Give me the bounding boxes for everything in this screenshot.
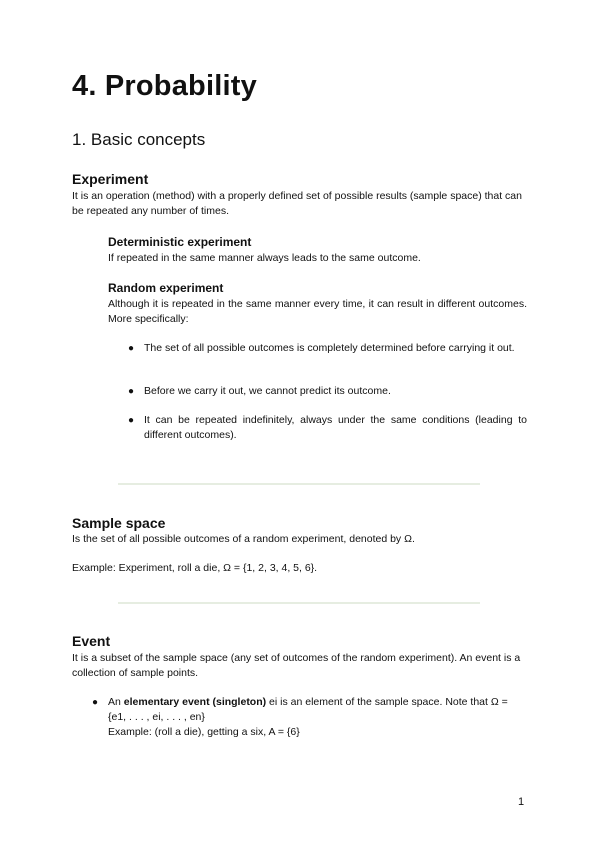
sample-space-definition: Is the set of all possible outcomes of a random experiment, denoted by Ω. [72,533,415,545]
event-bullet [108,695,528,725]
event-bullet-rest: ei is an element of the sample space. Note that Ω = {e1, . . . , ei, . . . , en} [108,696,508,723]
event-bullet-bold: elementary event (singleton) [123,696,267,708]
deterministic-text: If repeated in the same manner always leads to the same outcome. [108,252,421,264]
event-bullet-prefix: An [108,696,124,708]
sample-space-example: Example: Experiment, roll a die, Ω = {1, 2, 3, 4, 5, 6}. [72,562,318,574]
divider [118,602,480,604]
deterministic-heading: Deterministic experiment [108,235,252,249]
random-heading: Random experiment [108,281,224,295]
experiment-definition: It is an operation (method) with a properly defined set of possible results (sample space) that can be repeated any number of times. [72,190,522,217]
bullet-glyph: ● [128,343,135,354]
section-heading: 1. Basic concepts [72,130,206,149]
bullet-glyph: ● [128,386,135,397]
list-item: Before we carry it out, we cannot predict its outcome. [144,385,391,397]
list-item: The set of all possible outcomes is completely determined before carrying it out. [144,342,515,354]
page-number: 1 [518,796,525,808]
list-item: It can be repeated indefinitely, always under the same conditions (leading to different outcomes). [144,414,527,441]
random-text: Although it is repeated in the same manner every time, it can result in different outcomes. More specifically: [108,298,527,325]
bullet-glyph: ● [92,697,99,708]
page-title: 4. Probability [72,70,257,102]
divider [118,483,480,485]
event-example: Example: (roll a die), getting a six, A = {6} [108,726,300,738]
experiment-heading: Experiment [72,171,149,187]
event-heading: Event [72,633,111,649]
event-definition: It is a subset of the sample space (any set of outcomes of the random experiment). An event is a collection of sample points. [72,652,521,679]
bullet-glyph: ● [128,415,135,426]
sample-space-heading: Sample space [72,515,166,531]
